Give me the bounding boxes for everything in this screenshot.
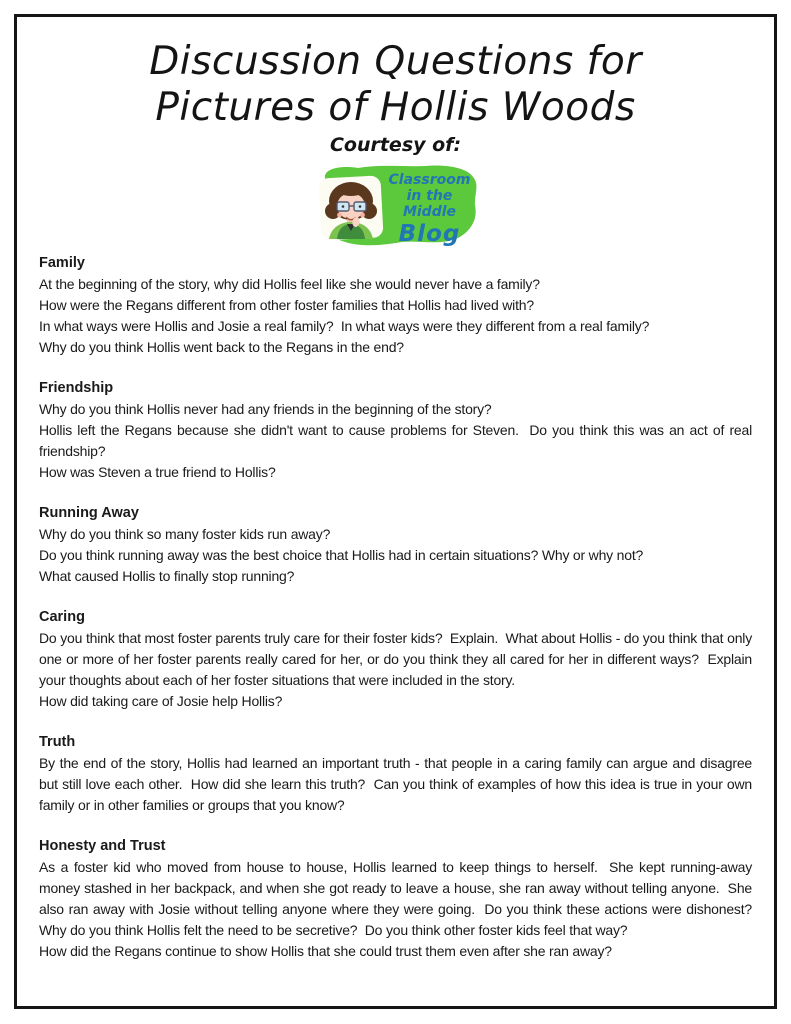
section-caring [39,607,756,712]
section-family [39,253,752,358]
question-text: Hollis left the Regans because she didn't want to cause problems for Steven. Do you think this was an act of real friendship? [39,422,756,459]
question-text: Do you think running away was the best choice that Hollis had in certain situations? Why or why not? [39,547,644,563]
logo-text-line1: Classroom [388,172,471,188]
logo-text-line3: Blog [398,221,461,248]
section-heading: Running Away [39,505,139,521]
page-border-frame [14,14,777,1009]
question-text: What caused Hollis to finally stop running? [39,568,295,584]
section-heading: Honesty and Trust [39,838,166,854]
page-title-line2: Pictures of Hollis Woods [155,85,636,130]
question-text: How was Steven a true friend to Hollis? [39,464,276,480]
question-text: Why do you think Hollis never had any friends in the beginning of the story? [39,401,492,417]
question-text: How did the Regans continue to show Hollis that she could trust them even after she ran away? [39,943,612,959]
section-heading: Family [39,255,85,271]
logo-text [380,172,480,248]
question-text: How did taking care of Josie help Hollis? [39,693,283,709]
section-heading: Caring [39,609,85,625]
section-heading: Friendship [39,380,114,396]
question-text: Why do you think Hollis went back to the Regans in the end? [39,339,404,355]
page-title-line1: Discussion Questions for [149,39,642,84]
classroom-in-the-middle-logo [310,161,482,249]
question-text: As a foster kid who moved from house to house, Hollis learned to keep things to herself. She kept running-away money stashed in her backpack, and when she got ready to leave a house, she ran away without telling anyone. She also ran away with Josie without telling anyone where they were going. Do you think these actions were dishonest? Why do you think Hollis felt the need to be secretive? Do you think other foster kids feel that way? [39,859,760,938]
question-text: By the end of the story, Hollis had learned an important truth - that people in a caring family can argue and disagree but still love each other. How did she learn this truth? Can you think of examples of how this idea is true in your own family or in other families or groups that you know? [39,755,756,813]
questions-content [39,253,760,962]
question-text: How were the Regans different from other foster families that Hollis had lived with? [39,297,534,313]
courtesy-label: Courtesy of: [329,134,462,156]
question-text: At the beginning of the story, why did Hollis feel like she would never have a family? [39,276,540,292]
section-running-away [39,503,752,587]
logo-text-line2: in the Middle [402,188,457,221]
section-heading: Truth [39,734,76,750]
question-text: Do you think that most foster parents truly care for their foster kids? Explain. What about Hollis - do you think that only one or more of her foster parents really cared for her, or do you think they all cared for her in different ways? Explain your thoughts about each of her foster situations that were included in the story. [39,630,756,688]
section-friendship [39,378,756,483]
page-title [39,39,752,131]
section-honesty-and-trust [39,836,760,962]
section-truth [39,732,756,816]
question-text: Why do you think so many foster kids run away? [39,526,331,542]
question-text: In what ways were Hollis and Josie a real family? In what ways were they different from a real family? [39,318,650,334]
